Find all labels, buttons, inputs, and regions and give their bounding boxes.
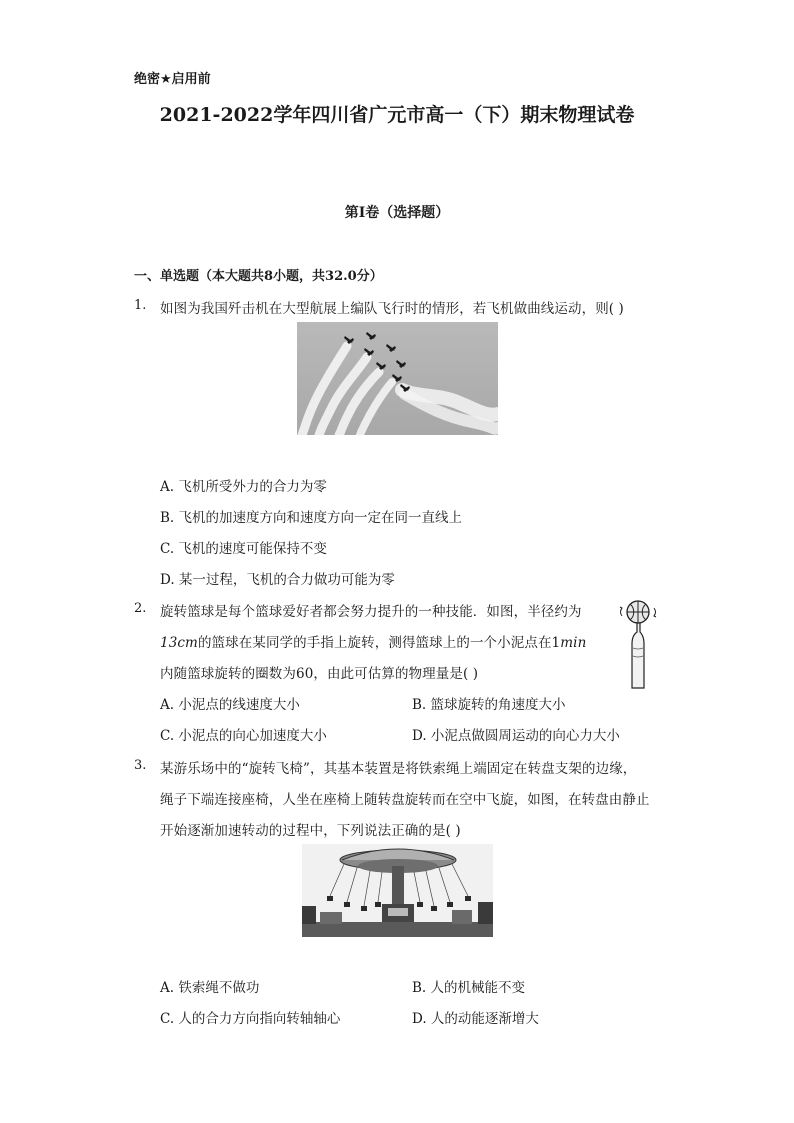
question-2-line-3: 内随篮球旋转的圈数为60，由此可估算的物理量是( ) [160,666,479,682]
question-2-line-1: 旋转篮球是每个篮球爱好者都会努力提升的一种技能．如图，半径约为 [160,604,582,620]
question-1-option-c[interactable]: C. 飞机的速度可能保持不变 [160,541,327,557]
question-2-option-a[interactable]: A. 小泥点的线速度大小 [160,697,300,713]
question-1-option-a[interactable]: A. 飞机所受外力的合力为零 [160,479,327,495]
question-1-option-d[interactable]: D. 某一过程，飞机的合力做功可能为零 [160,572,395,588]
radius-unit: cm [177,635,198,651]
jet-formation-photo [297,322,498,435]
question-2-line-2 [160,631,586,651]
time-unit: min [560,635,587,651]
question-3-option-c[interactable]: C. 人的合力方向指向转轴轴心 [160,1011,341,1027]
part-heading: 第I卷（选择题） [344,205,450,221]
question-3-line-3: 开始逐渐加速转动的过程中，下列说法正确的是( ) [160,823,461,839]
question-3-line-2: 绳子下端连接座椅，人坐在座椅上随转盘旋转而在空中飞旋，如图，在转盘由静止 [160,792,650,808]
question-1-number: 1. [134,298,147,313]
question-2-option-d[interactable]: D. 小泥点做圆周运动的向心力大小 [412,728,620,744]
confidential-mark: 绝密★启用前 [134,72,211,87]
basketball-on-finger-illustration [618,598,658,690]
question-2-line-2-text: 的篮球在某同学的手指上旋转，测得篮球上的一个小泥点在1 [197,635,561,651]
question-3-option-b[interactable]: B. 人的机械能不变 [412,980,526,996]
question-1-option-b[interactable]: B. 飞机的加速度方向和速度方向一定在同一直线上 [160,510,463,526]
exam-title: 2021-2022学年四川省广元市高一（下）期末物理试卷 [159,104,635,126]
swing-ride-illustration [302,844,493,937]
spinning-basketball-figure [618,598,658,690]
question-3-line-1: 某游乐场中的“旋转飞椅”，其基本装置是将铁索绳上端固定在转盘支架的边缘， [160,761,637,777]
question-3-number: 3. [134,758,147,773]
question-2-option-c[interactable]: C. 小泥点的向心加速度大小 [160,728,327,744]
radius-value: 13 [160,635,178,651]
jet-formation-illustration [297,322,498,435]
question-3-option-a[interactable]: A. 铁索绳不做功 [160,980,260,996]
question-2-option-b[interactable]: B. 篮球旋转的角速度大小 [412,697,566,713]
section-heading: 一、单选题（本大题共8小题，共32.0分） [134,269,383,284]
question-1-text: 如图为我国歼击机在大型航展上编队飞行时的情形，若飞机做曲线运动，则( ) [160,301,624,317]
question-3-option-d[interactable]: D. 人的动能逐渐增大 [412,1011,539,1027]
question-2-number: 2. [134,601,147,616]
swing-ride-photo [302,844,493,937]
